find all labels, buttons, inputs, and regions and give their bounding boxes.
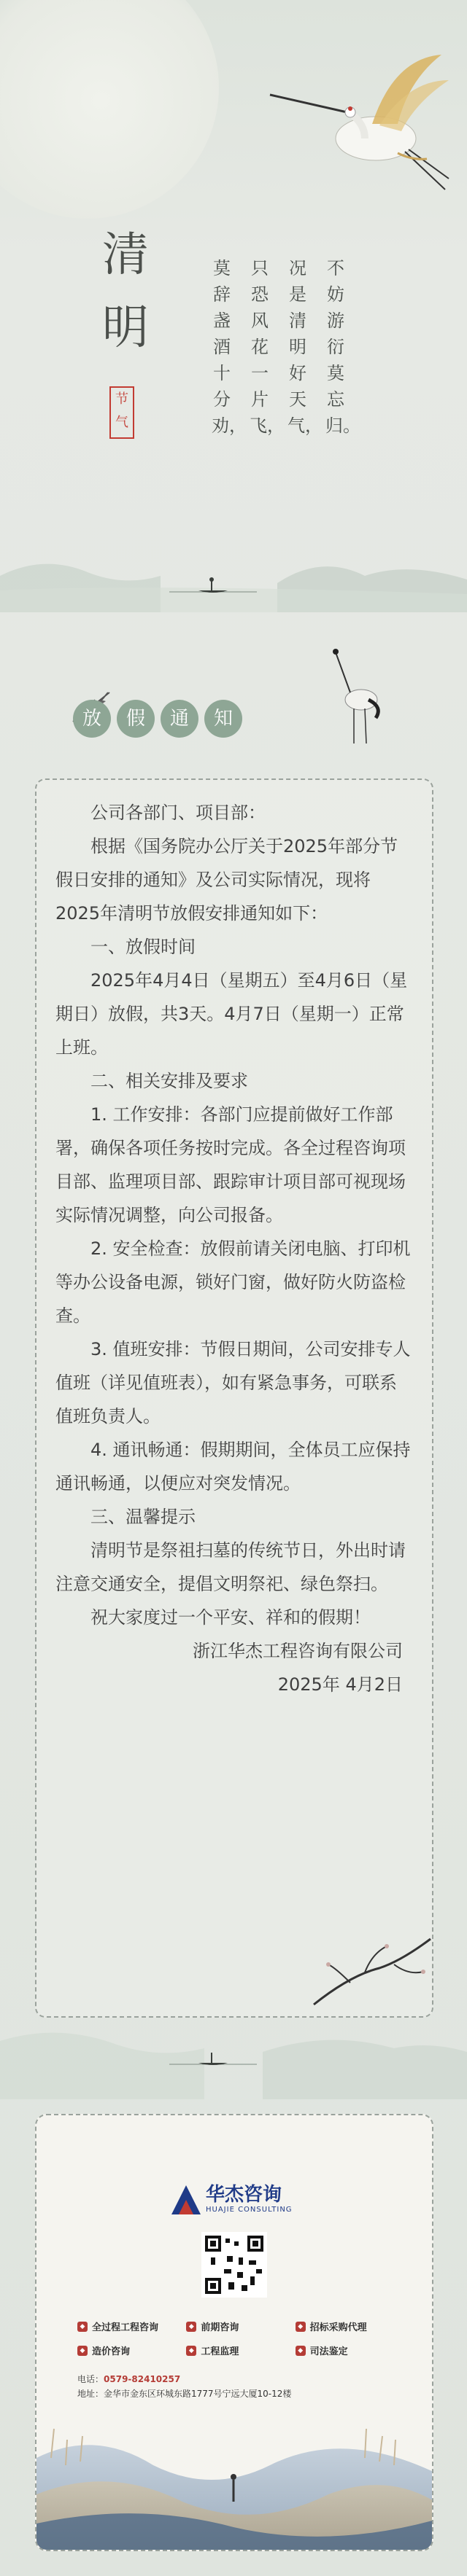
poem-line: 况是清明好天气， <box>287 258 323 436</box>
heading-char: 放 <box>73 700 111 738</box>
heading-char: 知 <box>204 700 242 738</box>
notice-greeting: 公司各部门、项目部： <box>90 803 266 823</box>
service-item <box>77 2343 180 2357</box>
poem-line: 不妨游衍莫忘归。 <box>325 258 360 436</box>
landscape-illustration <box>36 2400 433 2551</box>
arrangement-item: 1. 工作安排：各部门应提前做好工作部署，确保各项任务按时完成。各全过程咨询项目部、监理项目部、跟踪审计项目部可视现场实际情况调整，向公司报备。 <box>55 1104 406 1225</box>
service-item <box>77 2319 180 2333</box>
company-name: 华杰咨询 <box>206 2184 282 2206</box>
seal-char: 气 <box>115 415 128 430</box>
seal-char: 节 <box>115 391 128 407</box>
service-item <box>186 2319 289 2333</box>
closing-wish: 祝大家度过一个平安、祥和的假期！ <box>90 1607 371 1628</box>
phone-line <box>77 2372 291 2386</box>
crane-illustration <box>241 51 452 204</box>
company-card <box>35 2114 433 2551</box>
moon-decoration <box>0 0 219 219</box>
mountains-decoration <box>0 525 467 612</box>
title-char: 明 <box>102 301 149 355</box>
service-label: 司法鉴定 <box>309 2346 348 2357</box>
page-title <box>96 219 155 364</box>
service-item <box>296 2343 398 2357</box>
poem-line: 只恐风花一片飞， <box>250 258 285 436</box>
service-label: 前期咨询 <box>201 2322 239 2333</box>
contact-info <box>77 2372 291 2401</box>
poem-line: 莫辞盏酒十分劝， <box>212 258 247 436</box>
section-body: 清明节是祭祖扫墓的传统节日，外出时请注意交通安全，提倡文明祭祀、绿色祭扫。 <box>55 1540 406 1594</box>
service-icon: ◆ <box>77 2346 88 2356</box>
heading-char: 通 <box>161 700 198 738</box>
service-label: 工程监理 <box>201 2346 239 2357</box>
signature: 浙江华杰工程咨询有限公司 <box>193 1641 403 1661</box>
section-body: 2025年4月4日（星期五）至4月6日（星期日）放假，共3天。4月7日（星期一）正常上班。 <box>55 970 408 1058</box>
service-label: 造价咨询 <box>92 2346 131 2357</box>
branch-decoration <box>306 1924 438 2012</box>
phone-label: 电话： <box>77 2374 104 2384</box>
arrangement-item: 3. 值班安排：节假日期间，公司安排专人值班（详见值班表），如有紧急事务，可联系值班负责人。 <box>55 1339 411 1426</box>
boat-icon <box>169 576 257 598</box>
service-item <box>186 2343 289 2357</box>
poem <box>212 255 360 439</box>
arrangement-item: 2. 安全检查：放假前请关闭电脑、打印机等办公设备电源，锁好门窗，做好防火防盗检查。 <box>55 1238 411 1326</box>
heading-char: 假 <box>117 700 155 738</box>
hero-section <box>0 0 467 656</box>
notice-body <box>35 778 433 2018</box>
notice-date: 2025年 4月2日 <box>277 1674 403 1695</box>
service-icon: ◆ <box>186 2322 196 2332</box>
phone-number[interactable]: 0579-82410257 <box>104 2374 181 2384</box>
boat-icon-lower <box>169 2048 257 2070</box>
service-label: 招标采购代理 <box>309 2322 367 2333</box>
notice-intro: 根据《国务院办公厅关于2025年部分节假日安排的通知》及公司实际情况，现将2025年清明节放假安排通知如下： <box>55 836 398 924</box>
seal-stamp <box>109 386 134 439</box>
service-item <box>296 2319 398 2333</box>
qr-code-icon[interactable] <box>201 2232 267 2298</box>
section-title: 三、温馨提示 <box>90 1507 196 1527</box>
section-title: 二、相关安排及要求 <box>90 1071 248 1091</box>
title-char: 清 <box>102 228 149 282</box>
company-name-en: HUAJIE CONSULTING <box>206 2206 293 2214</box>
service-icon: ◆ <box>77 2322 88 2332</box>
service-icon: ◆ <box>296 2322 306 2332</box>
services-list <box>77 2319 398 2357</box>
notice-heading <box>73 700 242 738</box>
service-label: 全过程工程咨询 <box>92 2322 159 2333</box>
arrangement-item: 4. 通讯畅通：假期期间，全体员工应保持通讯畅通，以便应对突发情况。 <box>55 1440 411 1494</box>
service-icon: ◆ <box>296 2346 306 2356</box>
section-title: 一、放假时间 <box>90 937 196 957</box>
service-icon: ◆ <box>186 2346 196 2356</box>
address-line: 地址：金华市金东区环城东路1777号宁远大厦10-12楼 <box>77 2389 292 2399</box>
